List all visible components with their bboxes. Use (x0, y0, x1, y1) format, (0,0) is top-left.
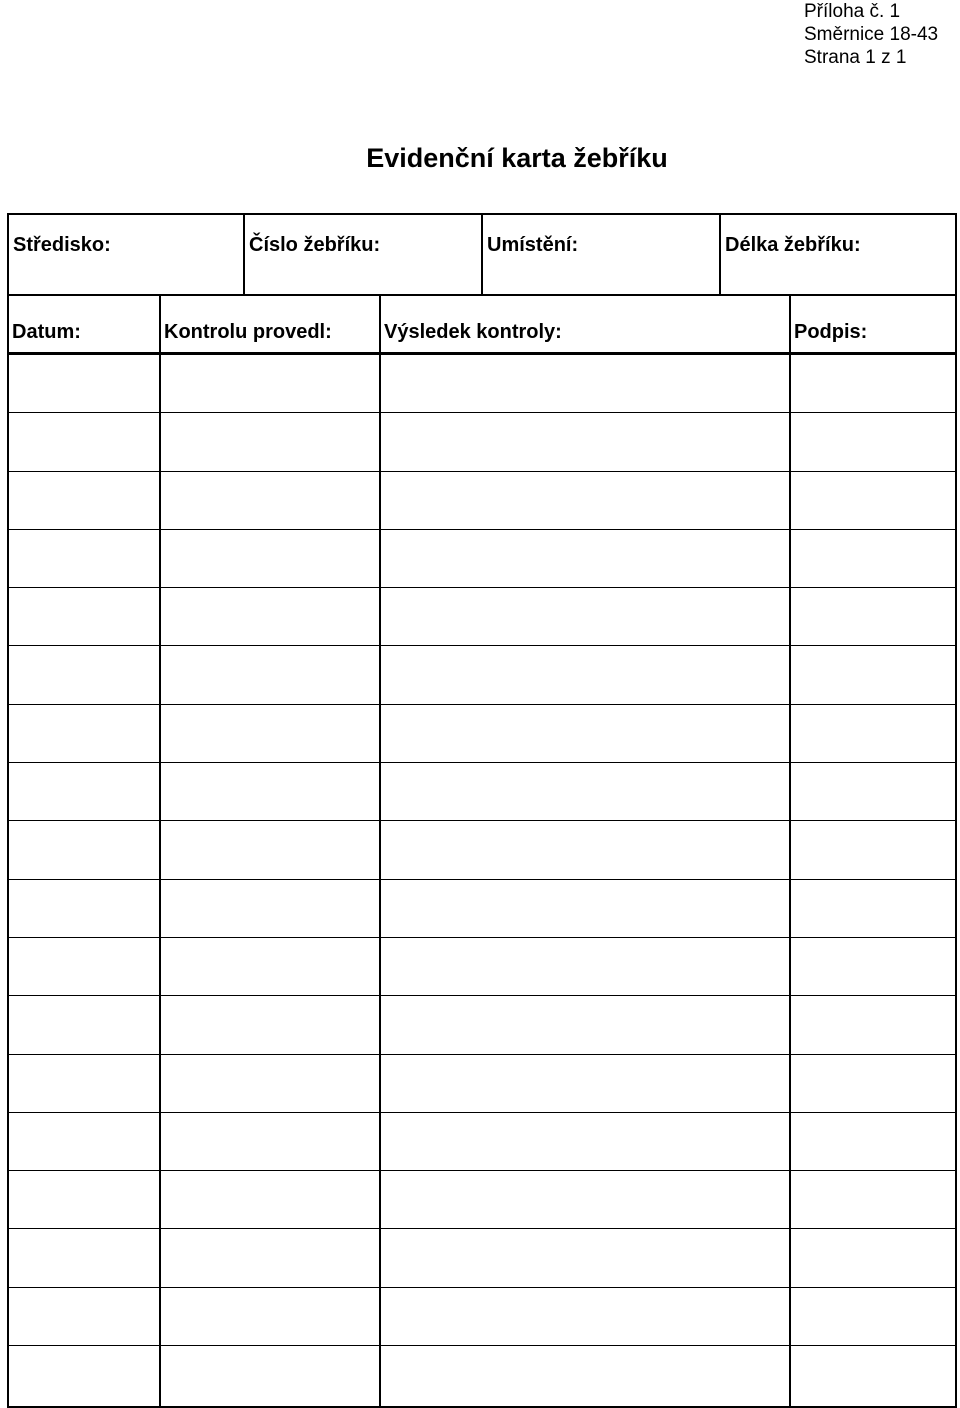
table-row (9, 880, 955, 938)
column-header-result (381, 296, 789, 354)
table-row (9, 413, 955, 471)
table-row (9, 472, 955, 530)
table-row (9, 1229, 955, 1287)
column-header-inspector (161, 296, 379, 354)
table-row (9, 588, 955, 646)
page-title: Evidenční karta žebříku (366, 143, 668, 173)
attachment-number: Příloha č. 1 (804, 1, 901, 22)
location-cell (483, 215, 719, 295)
ladder-info-table (7, 213, 957, 295)
length-cell (721, 215, 955, 295)
table-row (9, 355, 955, 413)
table-row (9, 1113, 955, 1171)
center-cell (9, 215, 243, 295)
table-row (9, 996, 955, 1054)
length-label: Délka žebříku: (725, 234, 861, 256)
table-row (9, 1346, 955, 1404)
table-row (9, 821, 955, 879)
table-row (9, 1288, 955, 1346)
center-label: Středisko: (13, 234, 111, 256)
table-row (9, 705, 955, 763)
column-header-inspector-label: Kontrolu provedl: (164, 321, 332, 343)
document-header (804, 0, 938, 69)
column-header-signature-label: Podpis: (794, 321, 868, 343)
column-header-date (9, 296, 159, 354)
table-row (9, 530, 955, 588)
page-number: Strana 1 z 1 (804, 47, 907, 68)
column-header-result-label: Výsledek kontroly: (384, 321, 562, 343)
inspection-log-table (7, 294, 957, 1408)
directive-number: Směrnice 18-43 (804, 24, 939, 45)
table-row (9, 646, 955, 704)
log-rows (9, 355, 955, 1404)
location-label: Umístění: (487, 234, 579, 256)
table-row (9, 1055, 955, 1113)
column-header-date-label: Datum: (12, 321, 81, 343)
table-row (9, 763, 955, 821)
column-header-signature (791, 296, 955, 354)
table-row (9, 1171, 955, 1229)
ladder-number-cell (245, 215, 481, 295)
ladder-number-label: Číslo žebříku: (249, 234, 381, 256)
table-row (9, 938, 955, 996)
